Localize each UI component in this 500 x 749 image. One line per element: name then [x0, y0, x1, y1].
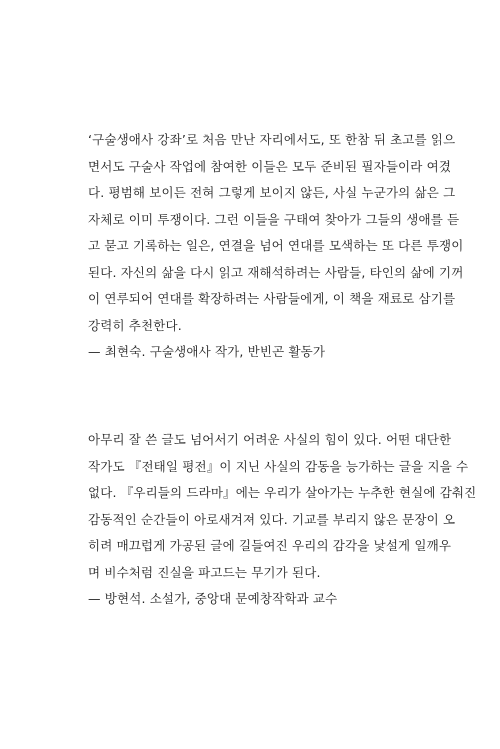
- blurb-attribution: — 최현숙. 구술생애사 작가, 반빈곤 활동가: [88, 344, 326, 359]
- blurb-line: 고 묻고 기록하는 일은, 연결을 넘어 연대를 모색하는 또 다른 투쟁이: [88, 238, 464, 253]
- blurb-line: 이 연루되어 연대를 확장하려는 사람들에게, 이 책을 재료로 삼기를: [88, 291, 456, 306]
- blurb-attribution: — 방현석. 소설가, 중앙대 문예창작학과 교수: [88, 591, 338, 606]
- blurb-line: ‘구술생애사 강좌’로 처음 만난 자리에서도, 또 한참 뒤 초고를 읽으: [88, 132, 456, 147]
- blurb-line: 없다. 『우리들의 드라마』에는 우리가 살아가는 누추한 현실에 감춰진: [88, 485, 477, 500]
- blurb-choi-hyunsook: [88, 127, 464, 366]
- blurb-line: 강력히 추천한다.: [88, 317, 182, 333]
- blurb-line: 작가도 『전태일 평전』이 지닌 사실의 감동을 능가하는 글을 지을 수: [88, 458, 469, 474]
- blurb-line: 히려 매끄럽게 가공된 글에 길들여진 우리의 감각을 낯설게 일깨우: [88, 538, 452, 553]
- blurb-line: 자체로 이미 투쟁이다. 그런 이들을 구태여 찾아가 그들의 생애를 듣: [88, 211, 460, 227]
- blurb-line: 며 비수처럼 진실을 파고드는 무기가 된다.: [88, 564, 321, 580]
- blurb-bang-hyunseok: [88, 427, 477, 613]
- blurb-line: 감동적인 순간들이 아로새겨져 있다. 기교를 부리지 않은 문장이 오: [88, 511, 456, 527]
- blurb-line: 아무리 잘 쓴 글도 넘어서기 어려운 사실의 힘이 있다. 어떤 대단한: [88, 432, 452, 447]
- blurb-line: 다. 평범해 보이든 전혀 그렇게 보이지 않든, 사실 누군가의 삶은 그: [88, 185, 456, 200]
- blurb-line: 면서도 구술사 작업에 참여한 이들은 모두 준비된 필자들이라 여겼: [88, 158, 452, 174]
- blurb-line: 된다. 자신의 삶을 다시 읽고 재해석하려는 사람들, 타인의 삶에 기꺼: [88, 264, 464, 280]
